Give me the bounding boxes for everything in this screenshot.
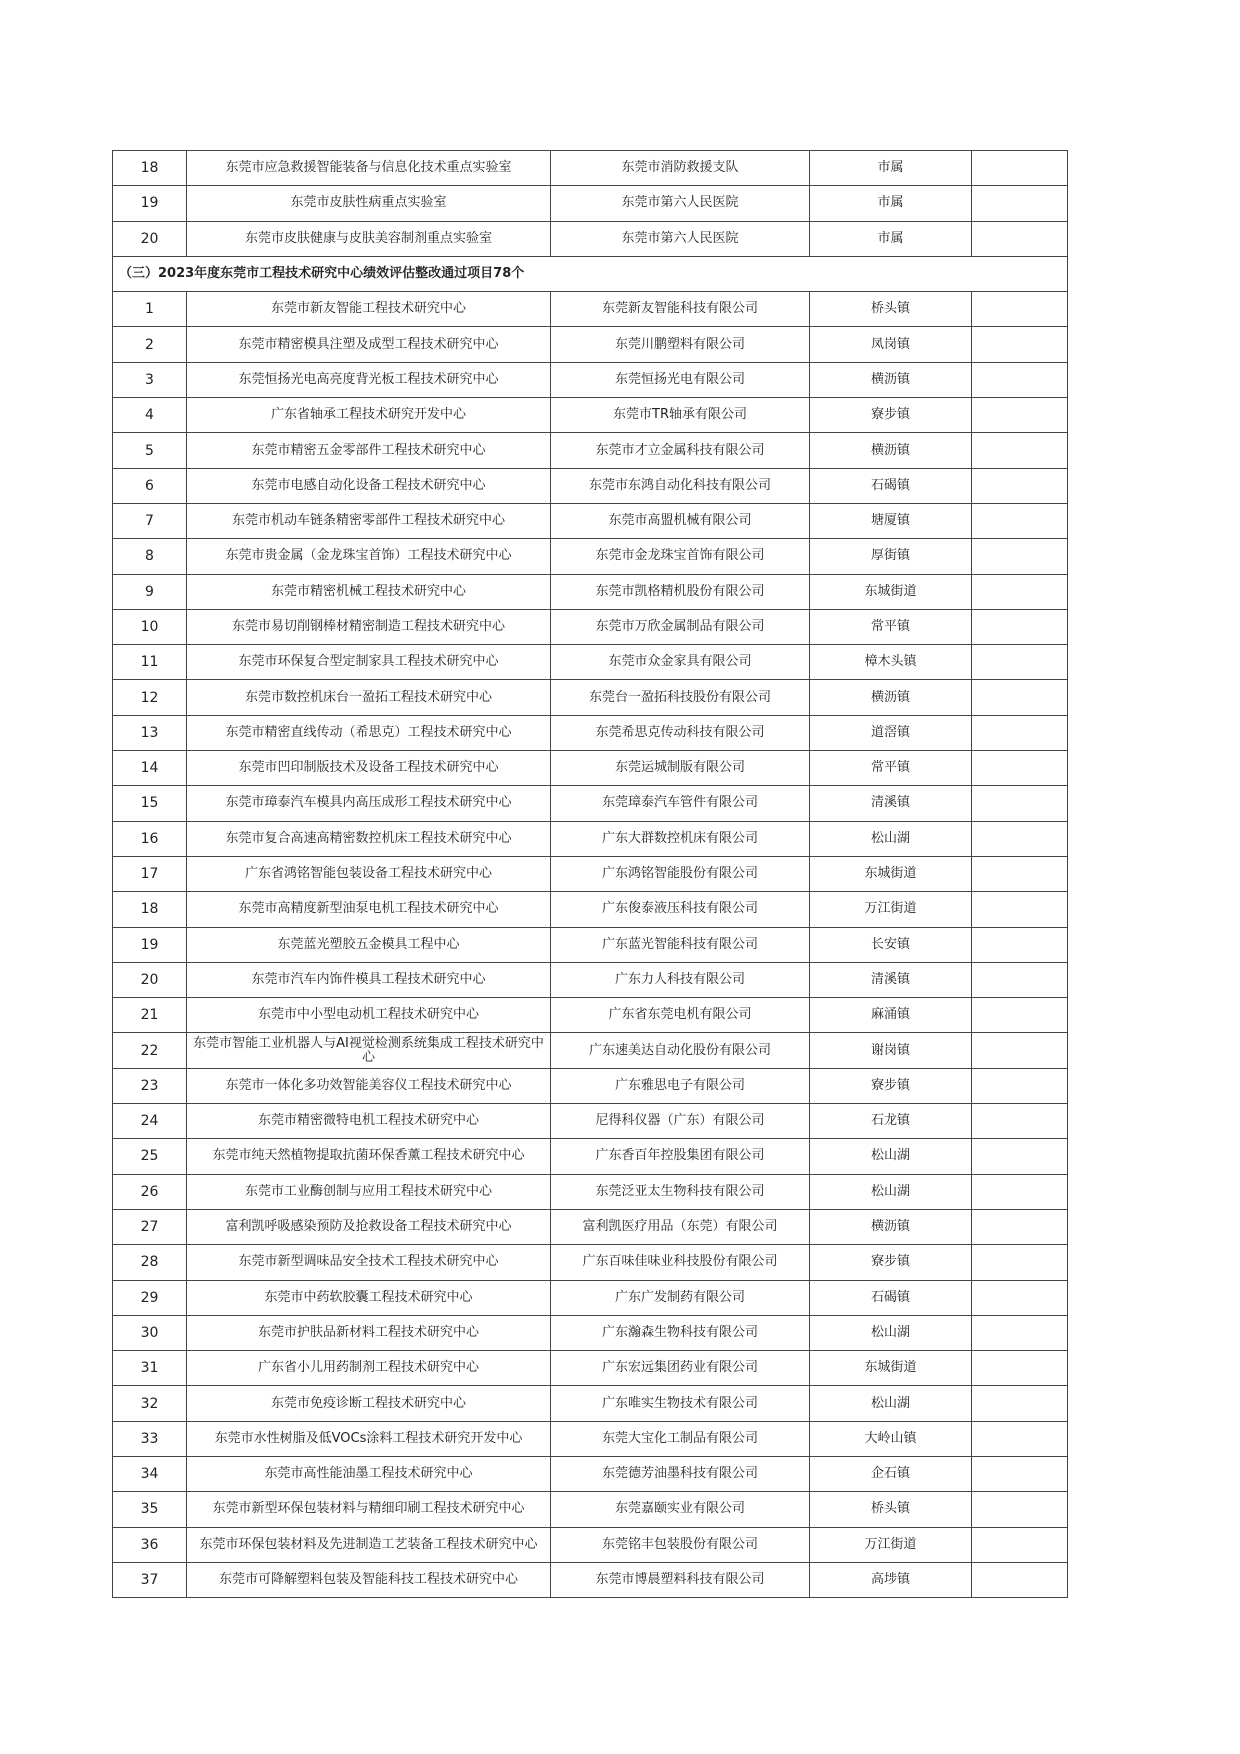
location-cell: 市属 [810,151,972,186]
project-name-cell: 东莞市中小型电动机工程技术研究中心 [187,998,551,1033]
location-cell: 长安镇 [810,927,972,962]
remark-cell [972,1527,1068,1562]
location-cell: 塘厦镇 [810,503,972,538]
organization-cell: 尼得科仪器（广东）有限公司 [551,1104,810,1139]
organization-cell: 东莞泛亚太生物科技有限公司 [551,1174,810,1209]
row-number-cell: 18 [113,151,187,186]
table-row [113,786,1068,821]
remark-cell [972,1351,1068,1386]
location-cell: 石碣镇 [810,1280,972,1315]
table-row [113,856,1068,891]
row-number-cell: 37 [113,1562,187,1597]
remark-cell [972,1280,1068,1315]
organization-cell: 东莞市TR轴承有限公司 [551,398,810,433]
organization-cell: 东莞市万欣金属制品有限公司 [551,609,810,644]
remark-cell [972,503,1068,538]
organization-cell: 广东速美达自动化股份有限公司 [551,1033,810,1068]
project-name-cell: 东莞市精密机械工程技术研究中心 [187,574,551,609]
remark-cell [972,1456,1068,1491]
organization-cell: 东莞市凯格精机股份有限公司 [551,574,810,609]
organization-cell: 东莞铭丰包装股份有限公司 [551,1527,810,1562]
location-cell: 常平镇 [810,751,972,786]
section-header-body [113,256,1068,291]
table-row [113,962,1068,997]
organization-cell: 东莞市众金家具有限公司 [551,645,810,680]
remark-cell [972,715,1068,750]
remark-cell [972,539,1068,574]
remark-cell [972,1315,1068,1350]
organization-cell: 东莞市金龙珠宝首饰有限公司 [551,539,810,574]
organization-cell: 东莞新友智能科技有限公司 [551,292,810,327]
row-number-cell: 13 [113,715,187,750]
row-number-cell: 2 [113,327,187,362]
location-cell: 大岭山镇 [810,1421,972,1456]
location-cell: 樟木头镇 [810,645,972,680]
table-row [113,292,1068,327]
project-name-cell: 东莞市环保包装材料及先进制造工艺装备工程技术研究中心 [187,1527,551,1562]
table-row [113,1068,1068,1103]
location-cell: 市属 [810,186,972,221]
location-cell: 松山湖 [810,1174,972,1209]
row-number-cell: 23 [113,1068,187,1103]
organization-cell: 广东雅思电子有限公司 [551,1068,810,1103]
organization-cell: 广东香百年控股集团有限公司 [551,1139,810,1174]
remark-cell [972,1386,1068,1421]
location-cell: 桥头镇 [810,1492,972,1527]
row-number-cell: 1 [113,292,187,327]
project-name-cell: 东莞市可降解塑料包装及智能科技工程技术研究中心 [187,1562,551,1597]
table-row [113,574,1068,609]
row-number-cell: 27 [113,1209,187,1244]
location-cell: 清溪镇 [810,786,972,821]
remark-cell [972,1209,1068,1244]
organization-cell: 东莞川鹏塑料有限公司 [551,327,810,362]
row-number-cell: 7 [113,503,187,538]
project-name-cell: 东莞恒扬光电高亮度背光板工程技术研究中心 [187,362,551,397]
location-cell: 道滘镇 [810,715,972,750]
location-cell: 谢岗镇 [810,1033,972,1068]
row-number-cell: 36 [113,1527,187,1562]
organization-cell: 广东瀚森生物科技有限公司 [551,1315,810,1350]
project-name-cell: 广东省鸿铭智能包装设备工程技术研究中心 [187,856,551,891]
project-name-cell: 东莞市水性树脂及低VOCs涂料工程技术研究开发中心 [187,1421,551,1456]
project-name-cell: 东莞市新型环保包装材料与精细印刷工程技术研究中心 [187,1492,551,1527]
project-name-cell: 东莞市应急救援智能装备与信息化技术重点实验室 [187,151,551,186]
table-row [113,1315,1068,1350]
row-number-cell: 31 [113,1351,187,1386]
table-row [113,1527,1068,1562]
project-name-cell: 东莞市高性能油墨工程技术研究中心 [187,1456,551,1491]
table-row [113,433,1068,468]
project-name-cell: 东莞市汽车内饰件模具工程技术研究中心 [187,962,551,997]
location-cell: 市属 [810,221,972,256]
remark-cell [972,221,1068,256]
table-row [113,468,1068,503]
remark-cell [972,292,1068,327]
project-name-cell: 东莞市贵金属（金龙珠宝首饰）工程技术研究中心 [187,539,551,574]
location-cell: 石龙镇 [810,1104,972,1139]
remark-cell [972,751,1068,786]
remark-cell [972,680,1068,715]
row-number-cell: 17 [113,856,187,891]
table-row [113,1209,1068,1244]
project-name-cell: 东莞市精密五金零部件工程技术研究中心 [187,433,551,468]
project-name-cell: 广东省轴承工程技术研究开发中心 [187,398,551,433]
project-name-cell: 东莞市新友智能工程技术研究中心 [187,292,551,327]
table-row [113,751,1068,786]
organization-cell: 东莞希思克传动科技有限公司 [551,715,810,750]
table-row [113,645,1068,680]
row-number-cell: 21 [113,998,187,1033]
row-number-cell: 16 [113,821,187,856]
project-name-cell: 东莞市复合高速高精密数控机床工程技术研究中心 [187,821,551,856]
row-number-cell: 20 [113,221,187,256]
location-cell: 寮步镇 [810,398,972,433]
project-name-cell: 东莞市新型调味品安全技术工程技术研究中心 [187,1245,551,1280]
location-cell: 寮步镇 [810,1245,972,1280]
remark-cell [972,574,1068,609]
location-cell: 万江街道 [810,892,972,927]
row-number-cell: 10 [113,609,187,644]
project-name-cell: 东莞市一体化多功效智能美容仪工程技术研究中心 [187,1068,551,1103]
row-number-cell: 18 [113,892,187,927]
table-row [113,151,1068,186]
row-number-cell: 15 [113,786,187,821]
row-number-cell: 35 [113,1492,187,1527]
project-name-cell: 东莞市精密模具注塑及成型工程技术研究中心 [187,327,551,362]
row-number-cell: 25 [113,1139,187,1174]
row-number-cell: 3 [113,362,187,397]
remark-cell [972,856,1068,891]
location-cell: 万江街道 [810,1527,972,1562]
remark-cell [972,362,1068,397]
organization-cell: 东莞台一盈拓科技股份有限公司 [551,680,810,715]
organization-cell: 广东大群数控机床有限公司 [551,821,810,856]
remark-cell [972,468,1068,503]
remark-cell [972,1492,1068,1527]
table-row [113,1139,1068,1174]
row-number-cell: 19 [113,927,187,962]
project-name-cell: 东莞市数控机床台一盈拓工程技术研究中心 [187,680,551,715]
remark-cell [972,186,1068,221]
location-cell: 东城街道 [810,856,972,891]
location-cell: 横沥镇 [810,1209,972,1244]
table-row [113,503,1068,538]
row-number-cell: 12 [113,680,187,715]
location-cell: 企石镇 [810,1456,972,1491]
project-name-cell: 东莞市纯天然植物提取抗菌环保香薰工程技术研究中心 [187,1139,551,1174]
organization-cell: 富利凯医疗用品（东莞）有限公司 [551,1209,810,1244]
project-name-cell: 东莞市智能工业机器人与AI视觉检测系统集成工程技术研究中心 [187,1033,551,1068]
table-row [113,221,1068,256]
row-number-cell: 29 [113,1280,187,1315]
location-cell: 清溪镇 [810,962,972,997]
project-name-cell: 东莞市凹印制版技术及设备工程技术研究中心 [187,751,551,786]
organization-cell: 广东鸿铭智能股份有限公司 [551,856,810,891]
project-name-cell: 广东省小儿用药制剂工程技术研究中心 [187,1351,551,1386]
row-number-cell: 9 [113,574,187,609]
organization-cell: 广东广发制药有限公司 [551,1280,810,1315]
location-cell: 石碣镇 [810,468,972,503]
row-number-cell: 32 [113,1386,187,1421]
project-name-cell: 东莞市精密微特电机工程技术研究中心 [187,1104,551,1139]
organization-cell: 东莞市第六人民医院 [551,186,810,221]
location-cell: 横沥镇 [810,680,972,715]
remark-cell [972,892,1068,927]
remark-cell [972,1033,1068,1068]
organization-cell: 东莞市消防救援支队 [551,151,810,186]
table-row [113,892,1068,927]
table-row [113,609,1068,644]
table-row [113,186,1068,221]
row-number-cell: 6 [113,468,187,503]
remark-cell [972,327,1068,362]
table-row [113,1245,1068,1280]
remark-cell [972,1421,1068,1456]
location-cell: 厚街镇 [810,539,972,574]
table-body-engineering-centers [113,292,1068,1598]
project-name-cell: 东莞市免疫诊断工程技术研究中心 [187,1386,551,1421]
row-number-cell: 26 [113,1174,187,1209]
table-row [113,1492,1068,1527]
project-name-cell: 东莞市护肤品新材料工程技术研究中心 [187,1315,551,1350]
organization-cell: 广东宏远集团药业有限公司 [551,1351,810,1386]
organization-cell: 东莞市才立金属科技有限公司 [551,433,810,468]
table-row [113,362,1068,397]
remark-cell [972,1174,1068,1209]
location-cell: 麻涌镇 [810,998,972,1033]
location-cell: 松山湖 [810,1315,972,1350]
location-cell: 凤岗镇 [810,327,972,362]
table-row [113,398,1068,433]
organization-cell: 东莞德芳油墨科技有限公司 [551,1456,810,1491]
project-name-cell: 东莞市易切削钢棒材精密制造工程技术研究中心 [187,609,551,644]
projects-table [112,150,1068,1598]
row-number-cell: 8 [113,539,187,574]
remark-cell [972,927,1068,962]
remark-cell [972,398,1068,433]
table-row [113,1104,1068,1139]
organization-cell: 东莞市高盟机械有限公司 [551,503,810,538]
table-row [113,1456,1068,1491]
table-body-previous-section [113,151,1068,257]
row-number-cell: 14 [113,751,187,786]
table-row [113,1562,1068,1597]
organization-cell: 广东力人科技有限公司 [551,962,810,997]
project-name-cell: 东莞市中药软胶囊工程技术研究中心 [187,1280,551,1315]
remark-cell [972,645,1068,680]
project-name-cell: 东莞市璋泰汽车模具内高压成形工程技术研究中心 [187,786,551,821]
organization-cell: 东莞市东鸿自动化科技有限公司 [551,468,810,503]
remark-cell [972,1562,1068,1597]
row-number-cell: 19 [113,186,187,221]
row-number-cell: 5 [113,433,187,468]
table-row [113,927,1068,962]
project-name-cell: 东莞市工业酶创制与应用工程技术研究中心 [187,1174,551,1209]
organization-cell: 东莞市第六人民医院 [551,221,810,256]
row-number-cell: 11 [113,645,187,680]
remark-cell [972,1139,1068,1174]
table-row [113,1351,1068,1386]
location-cell: 横沥镇 [810,362,972,397]
location-cell: 松山湖 [810,1139,972,1174]
project-name-cell: 东莞市高精度新型油泵电机工程技术研究中心 [187,892,551,927]
organization-cell: 东莞市博晨塑料科技有限公司 [551,1562,810,1597]
project-name-cell: 东莞市皮肤性病重点实验室 [187,186,551,221]
remark-cell [972,786,1068,821]
location-cell: 横沥镇 [810,433,972,468]
organization-cell: 广东唯实生物技术有限公司 [551,1386,810,1421]
remark-cell [972,998,1068,1033]
location-cell: 常平镇 [810,609,972,644]
organization-cell: 东莞璋泰汽车管件有限公司 [551,786,810,821]
table-row [113,1280,1068,1315]
section-title: （三）2023年度东莞市工程技术研究中心绩效评估整改通过项目78个 [113,256,1068,291]
location-cell: 东城街道 [810,574,972,609]
remark-cell [972,962,1068,997]
organization-cell: 东莞运城制版有限公司 [551,751,810,786]
remark-cell [972,821,1068,856]
remark-cell [972,609,1068,644]
remark-cell [972,1104,1068,1139]
project-name-cell: 富利凯呼吸感染预防及抢救设备工程技术研究中心 [187,1209,551,1244]
table-row [113,1033,1068,1068]
project-name-cell: 东莞市环保复合型定制家具工程技术研究中心 [187,645,551,680]
location-cell: 高埗镇 [810,1562,972,1597]
organization-cell: 东莞嘉颐实业有限公司 [551,1492,810,1527]
location-cell: 松山湖 [810,1386,972,1421]
remark-cell [972,1068,1068,1103]
location-cell: 东城街道 [810,1351,972,1386]
project-name-cell: 东莞市电感自动化设备工程技术研究中心 [187,468,551,503]
row-number-cell: 20 [113,962,187,997]
row-number-cell: 28 [113,1245,187,1280]
project-name-cell: 东莞蓝光塑胶五金模具工程中心 [187,927,551,962]
table-row [113,1421,1068,1456]
table-row [113,715,1068,750]
remark-cell [972,433,1068,468]
table-row [113,539,1068,574]
table-row [113,327,1068,362]
organization-cell: 广东省东莞电机有限公司 [551,998,810,1033]
remark-cell [972,151,1068,186]
row-number-cell: 22 [113,1033,187,1068]
project-name-cell: 东莞市机动车链条精密零部件工程技术研究中心 [187,503,551,538]
project-name-cell: 东莞市精密直线传动（希思克）工程技术研究中心 [187,715,551,750]
organization-cell: 东莞大宝化工制品有限公司 [551,1421,810,1456]
organization-cell: 广东蓝光智能科技有限公司 [551,927,810,962]
remark-cell [972,1245,1068,1280]
table-row [113,680,1068,715]
row-number-cell: 30 [113,1315,187,1350]
row-number-cell: 24 [113,1104,187,1139]
organization-cell: 广东百味佳味业科技股份有限公司 [551,1245,810,1280]
row-number-cell: 33 [113,1421,187,1456]
row-number-cell: 4 [113,398,187,433]
table-row [113,1386,1068,1421]
section-header-row [113,256,1068,291]
table-row [113,1174,1068,1209]
location-cell: 寮步镇 [810,1068,972,1103]
location-cell: 松山湖 [810,821,972,856]
project-name-cell: 东莞市皮肤健康与皮肤美容制剂重点实验室 [187,221,551,256]
organization-cell: 东莞恒扬光电有限公司 [551,362,810,397]
table-row [113,821,1068,856]
location-cell: 桥头镇 [810,292,972,327]
organization-cell: 广东俊泰液压科技有限公司 [551,892,810,927]
table-row [113,998,1068,1033]
row-number-cell: 34 [113,1456,187,1491]
